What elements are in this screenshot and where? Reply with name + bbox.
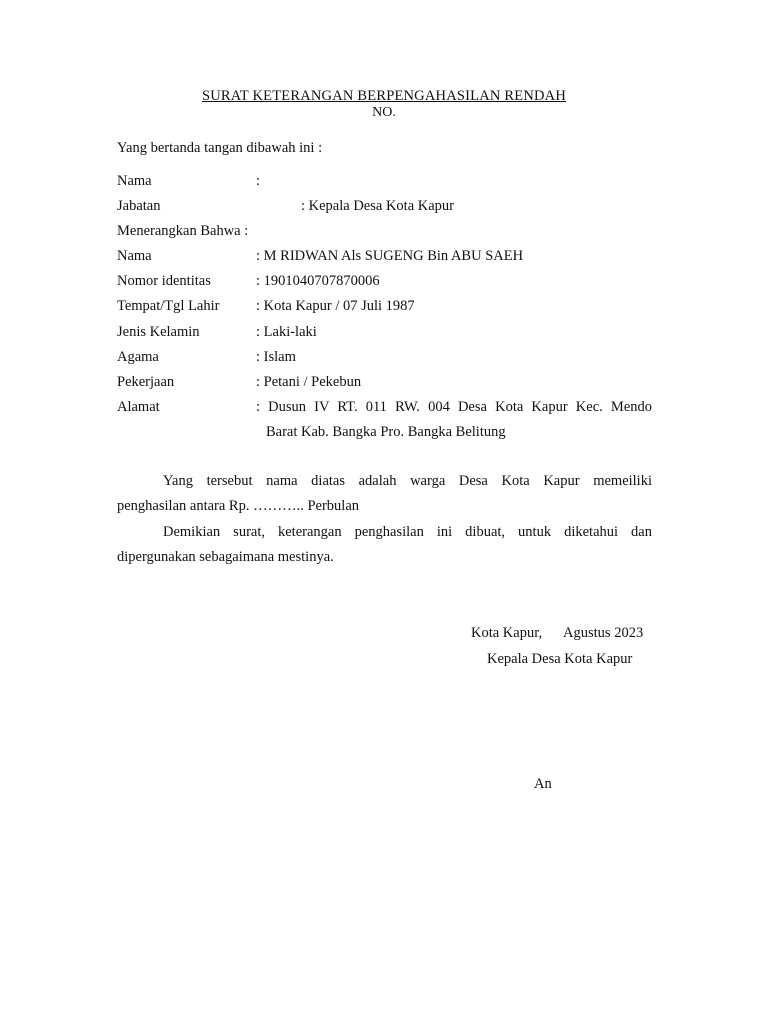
body-paragraph-1-line-1: Yang tersebut nama diatas adalah warga Desa Kota Kapur memeiliki (163, 473, 652, 489)
field-value-alamat: : Dusun IV RT. 011 RW. 004 Desa Kota Kapur Kec. Mendo (256, 399, 652, 415)
declares-label: Menerangkan Bahwa : (117, 223, 249, 239)
field-value-jenis-kelamin: : Laki-laki (256, 324, 317, 340)
field-label-alamat: Alamat (117, 399, 160, 415)
field-label-tempat-tgl-lahir: Tempat/Tgl Lahir (117, 298, 220, 314)
body-paragraph-1-line-2: penghasilan antara Rp. ……….. Perbulan (117, 498, 360, 514)
signer-name-label: Nama (117, 173, 152, 189)
body-paragraph-2-line-1: Demikian surat, keterangan penghasilan ini dibuat, untuk diketahui dan (163, 524, 652, 540)
field-label-jenis-kelamin: Jenis Kelamin (117, 324, 200, 340)
field-label-nomor-identitas: Nomor identitas (117, 273, 211, 289)
field-value-alamat-continued: Barat Kab. Bangka Pro. Bangka Belitung (266, 424, 506, 440)
document-title: SURAT KETERANGAN BERPENGAHASILAN RENDAH (202, 88, 566, 104)
body-paragraph-2-line-2: dipergunakan sebagaimana mestinya. (117, 549, 334, 565)
signature-role: Kepala Desa Kota Kapur (487, 651, 633, 667)
signer-position-value: : Kepala Desa Kota Kapur (301, 198, 454, 214)
field-label-nama: Nama (117, 248, 152, 264)
signature-name: An (534, 776, 552, 792)
signer-position-label: Jabatan (117, 198, 161, 214)
field-label-agama: Agama (117, 349, 159, 365)
signature-place-date: Kota Kapur, Agustus 2023 (471, 625, 644, 641)
field-value-tempat-tgl-lahir: : Kota Kapur / 07 Juli 1987 (256, 298, 415, 314)
field-label-pekerjaan: Pekerjaan (117, 374, 175, 390)
document-number: NO. (372, 105, 396, 120)
field-value-nama: : M RIDWAN Als SUGENG Bin ABU SAEH (256, 248, 524, 264)
field-value-nomor-identitas: : 1901040707870006 (256, 273, 380, 289)
intro-text: Yang bertanda tangan dibawah ini : (117, 140, 323, 156)
field-value-pekerjaan: : Petani / Pekebun (256, 374, 362, 390)
signer-name-separator: : (256, 173, 261, 189)
field-value-agama: : Islam (256, 349, 296, 365)
